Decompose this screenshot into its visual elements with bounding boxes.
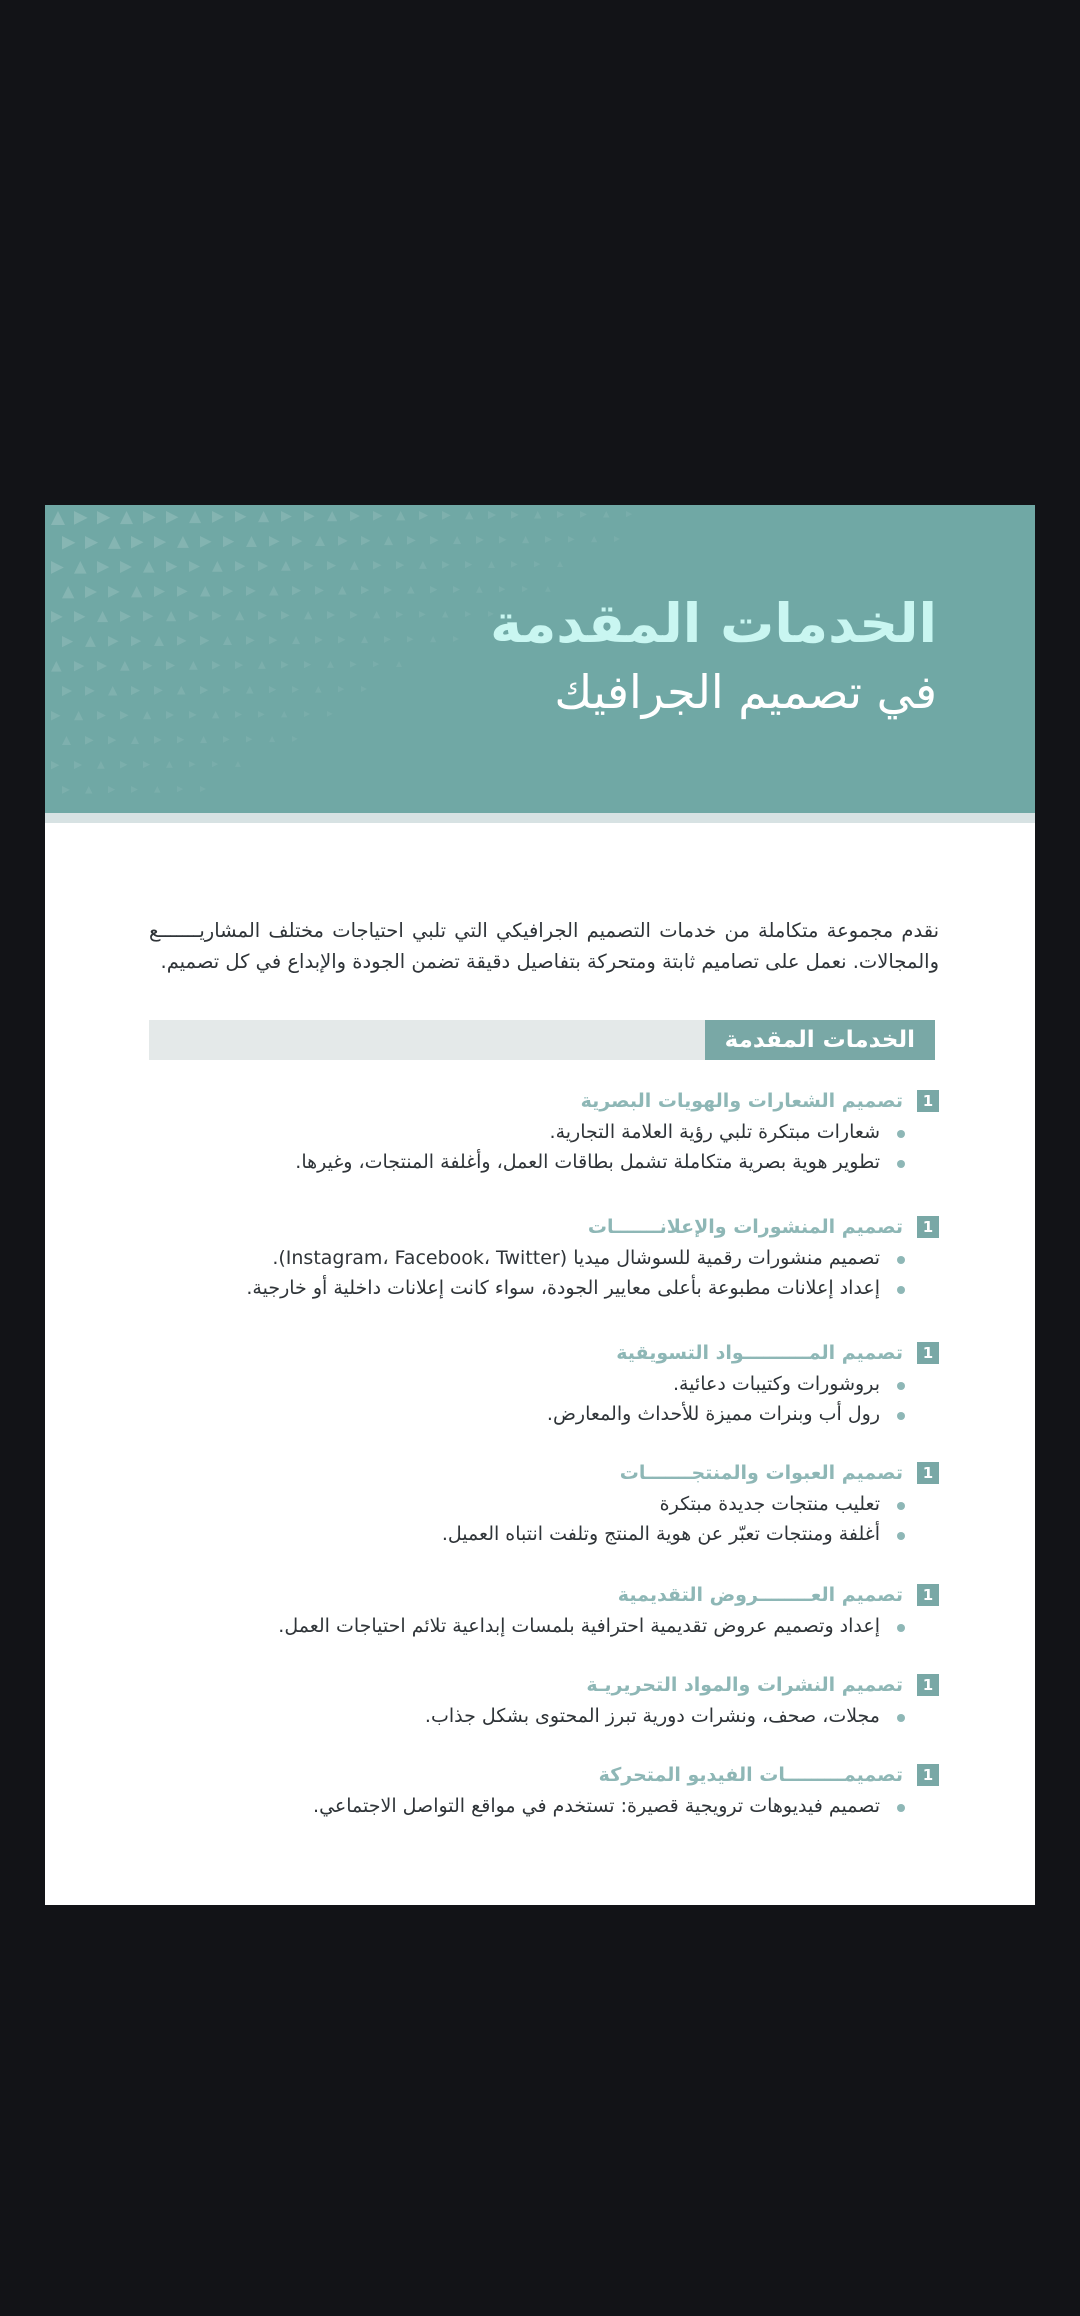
pattern-triangle [143,561,155,573]
service-bullet-list [149,1701,939,1731]
service-heading [149,1337,939,1369]
document-page [45,505,1035,1905]
pattern-triangle [315,536,325,546]
pattern-triangle [74,711,83,720]
list-item-text: إعداد وتصميم عروض تقديمية احترافية بلمسات إبداعية تلائم احتياجات العمل. [278,1615,880,1637]
list-item-text: إعداد إعلانات مطبوعة بأعلى معايير الجودة، سواء كانت إعلانات داخلية أو خارجية. [246,1277,880,1299]
pattern-triangle [177,586,188,597]
service-number-badge: 1 [917,1216,939,1238]
pattern-triangle [281,561,291,571]
header-banner [45,505,1035,813]
pattern-triangle [177,536,189,548]
service-title-text: تصميم النشرات والمواد التحريريـة [586,1674,903,1696]
pattern-triangle [200,536,212,548]
pattern-triangle [74,661,84,671]
pattern-triangle [62,736,71,745]
pattern-triangle [327,511,337,521]
service-title [586,1216,905,1238]
pattern-triangle [62,586,74,598]
pattern-triangle [189,761,196,768]
pattern-triangle [108,636,119,647]
pattern-triangle [534,561,540,567]
services-list [149,1085,939,1821]
pattern-triangle [246,736,252,742]
intro-paragraph: نقدم مجموعة متكاملة من خدمات التصميم الجرافيكي التي تلبي احتياجات مختلف المشاريـــــــع والمجالات. نعمل على تصاميم ثابتة ومتحركة بتفاصيل دقيقة تضمن الجودة والإبداع في كل تصميم. [149,919,939,973]
pattern-triangle [97,561,109,573]
pattern-triangle [476,536,484,544]
banner-title: الخدمات المقدمة [490,592,937,655]
pattern-triangle [511,511,519,519]
pattern-triangle [281,511,292,522]
pattern-triangle [626,511,632,517]
pattern-triangle [166,761,173,768]
pattern-triangle [488,561,495,568]
pattern-triangle [108,586,120,598]
pattern-triangle [120,611,131,622]
pattern-triangle [97,761,105,769]
pattern-triangle [557,561,563,567]
pattern-triangle [373,511,383,521]
pattern-triangle [189,561,200,572]
pattern-triangle [246,536,257,547]
service-title-text: تصميم المــــــــــواد التسويقية [616,1342,903,1364]
pattern-triangle [304,561,313,570]
pattern-triangle [568,536,575,543]
pattern-triangle [522,536,529,543]
pattern-triangle [614,536,620,542]
pattern-triangle [62,636,73,647]
pattern-triangle [396,511,405,520]
pattern-triangle [269,536,280,547]
pattern-triangle [51,611,63,623]
service-title [584,1674,905,1696]
pattern-triangle [97,711,106,720]
pattern-triangle [189,661,198,670]
list-item-text: تطوير هوية بصرية متكاملة تشمل بطاقات العمل، وأغلفة المنتجات، وغيرها. [295,1151,880,1173]
pattern-triangle [131,536,144,549]
pattern-triangle [177,686,186,695]
pattern-triangle [108,786,115,793]
pattern-triangle [200,736,207,743]
pattern-triangle [269,736,275,742]
pattern-triangle [258,511,269,522]
pattern-triangle [361,536,370,545]
service-number-badge: 1 [917,1674,939,1696]
pattern-triangle [465,511,473,519]
service-bullet-list [149,1791,939,1821]
pattern-triangle [62,536,75,549]
pattern-triangle [591,536,597,542]
pattern-triangle [235,561,245,571]
list-item [149,1791,905,1821]
pattern-triangle [97,611,108,622]
pattern-triangle [442,561,450,569]
pattern-triangle [108,686,117,695]
pattern-triangle [373,561,382,570]
pattern-triangle [511,561,518,568]
service-number-badge: 1 [917,1090,939,1112]
pattern-triangle [154,786,161,793]
pattern-triangle [212,511,224,523]
pattern-triangle [189,611,199,621]
pattern-triangle [557,511,564,518]
list-item [149,1701,905,1731]
service-heading [149,1211,939,1243]
service-heading [149,1579,939,1611]
service-title-text: تصميمـــــــــات الفيديو المتحركة [598,1764,903,1786]
pattern-triangle [108,536,121,549]
pattern-triangle [465,561,472,568]
pattern-triangle [74,611,85,622]
pattern-triangle [177,786,183,792]
list-item [149,1243,905,1273]
title-block [237,589,937,725]
service-title [614,1342,905,1364]
service-title-text: تصميم المنشورات والإعلانـــــــات [587,1216,903,1238]
pattern-triangle [85,686,95,696]
pattern-triangle [292,736,298,742]
pattern-triangle [120,561,132,573]
pattern-triangle [154,736,162,744]
list-item-text: مجلات، صحف، ونشرات دورية تبرز المحتوى بشكل جذاب. [424,1705,880,1727]
pattern-triangle [419,561,427,569]
pattern-triangle [292,536,302,546]
pattern-triangle [62,786,70,794]
service-block [149,1669,939,1731]
pattern-triangle [212,661,220,669]
service-block [149,1337,939,1429]
pattern-triangle [108,736,116,744]
service-block [149,1457,939,1549]
pattern-triangle [51,661,62,672]
list-item [149,1273,905,1303]
pattern-triangle [258,561,268,571]
list-item [149,1489,905,1519]
list-item [149,1147,905,1177]
section-title: الخدمات المقدمة [705,1020,935,1060]
pattern-triangle [166,561,177,572]
banner-subtitle: في تصميم الجرافيك [554,665,937,719]
pattern-triangle [85,636,96,647]
pattern-triangle [97,511,110,524]
service-block [149,1759,939,1821]
pattern-triangle [85,786,93,794]
list-item-text: تصميم فيديوهات ترويجية قصيرة: تستخدم في مواقع التواصل الاجتماعي. [313,1795,880,1817]
pattern-triangle [603,511,610,518]
pattern-triangle [304,511,315,522]
list-item [149,1519,905,1549]
pattern-triangle [223,536,234,547]
pattern-triangle [131,736,139,744]
service-block [149,1085,939,1177]
pattern-triangle [212,611,222,621]
service-title [579,1090,905,1112]
pattern-triangle [120,711,129,720]
pattern-triangle [235,761,241,767]
pattern-triangle [223,636,232,645]
pattern-triangle [338,536,348,546]
pattern-triangle [235,511,247,523]
pattern-triangle [143,611,154,622]
service-heading [149,1759,939,1791]
pattern-triangle [200,786,206,792]
service-bullet-list [149,1489,939,1549]
pattern-triangle [166,511,178,523]
list-item-text: بروشورات وكتيبات دعائية. [672,1373,880,1395]
pattern-triangle [200,686,208,694]
pattern-triangle [545,536,552,543]
service-title-text: تصميم العــــــــروض التقديمية [617,1584,903,1606]
pattern-triangle [212,761,218,767]
pattern-triangle [430,536,438,544]
pattern-triangle [442,511,451,520]
list-item [149,1611,905,1641]
pattern-triangle [350,511,360,521]
section-header-bar [149,1020,935,1060]
list-item [149,1369,905,1399]
pattern-triangle [327,561,336,570]
pattern-triangle [223,686,231,694]
service-title-text: تصميم الشعارات والهويات البصرية [580,1090,903,1112]
pattern-triangle [154,536,166,548]
pattern-triangle [131,686,140,695]
pattern-triangle [154,586,165,597]
service-heading [149,1085,939,1117]
service-bullet-list [149,1117,939,1177]
pattern-triangle [177,636,187,646]
pattern-triangle [120,661,130,671]
pattern-triangle [85,536,98,549]
pattern-triangle [131,786,138,793]
pattern-triangle [166,711,174,719]
list-item [149,1399,905,1429]
list-item-text: أغلفة ومنتجات تعبّر عن هوية المنتج وتلفت انتباه العميل. [441,1523,880,1545]
service-number-badge: 1 [917,1764,939,1786]
pattern-triangle [143,711,151,719]
pattern-triangle [154,636,164,646]
pattern-triangle [223,586,233,596]
pattern-triangle [419,511,428,520]
list-item-text: تصميم منشورات رقمية للسوشال ميديا (Instagram، Facebook، Twitter). [272,1247,880,1269]
pattern-triangle [453,536,461,544]
pattern-triangle [166,661,175,670]
pattern-triangle [120,511,133,524]
pattern-triangle [177,736,184,743]
pattern-triangle [62,686,72,696]
pattern-triangle [74,761,82,769]
pattern-triangle [85,736,94,745]
service-bullet-list [149,1611,939,1641]
pattern-triangle [200,636,209,645]
pattern-triangle [396,561,404,569]
pattern-triangle [74,511,88,525]
pattern-triangle [143,511,156,524]
pattern-triangle [499,536,507,544]
pattern-triangle [350,561,359,570]
service-number-badge: 1 [917,1584,939,1606]
pattern-triangle [131,586,142,597]
pattern-triangle [407,536,416,545]
pattern-triangle [74,561,87,574]
service-title [616,1584,905,1606]
pattern-triangle [212,561,223,572]
pattern-triangle [189,511,201,523]
pattern-triangle [534,511,541,518]
pattern-triangle [143,761,150,768]
pattern-triangle [51,511,65,525]
list-item-text: رول أب وبنرات مميزة للأحداث والمعارض. [546,1403,880,1425]
pattern-triangle [189,711,197,719]
service-block [149,1579,939,1641]
pattern-triangle [131,636,141,646]
pattern-triangle [223,736,230,743]
pattern-triangle [154,686,163,695]
service-bullet-list [149,1369,939,1429]
list-item-text: شعارات مبتكرة تلبي رؤية العلامة التجارية. [549,1121,880,1143]
pattern-triangle [51,761,59,769]
pattern-triangle [51,561,64,574]
list-item-text: تعليب منتجات جديدة مبتكرة [659,1493,880,1515]
pattern-triangle [580,511,587,518]
pattern-triangle [488,511,496,519]
pattern-triangle [200,586,210,596]
service-title-text: تصميم العبوات والمنتجـــــــات [619,1462,903,1484]
service-number-badge: 1 [917,1342,939,1364]
service-number-badge: 1 [917,1462,939,1484]
banner-divider-strip [45,813,1035,823]
pattern-triangle [212,711,219,718]
service-title [597,1764,905,1786]
pattern-triangle [120,761,127,768]
list-item [149,1117,905,1147]
service-title [618,1462,905,1484]
service-bullet-list [149,1243,939,1303]
pattern-triangle [97,661,107,671]
service-heading [149,1669,939,1701]
service-block [149,1211,939,1303]
pattern-triangle [166,611,176,621]
pattern-triangle [51,711,61,721]
service-heading [149,1457,939,1489]
pattern-triangle [384,536,393,545]
pattern-triangle [85,586,97,598]
pattern-triangle [143,661,152,670]
